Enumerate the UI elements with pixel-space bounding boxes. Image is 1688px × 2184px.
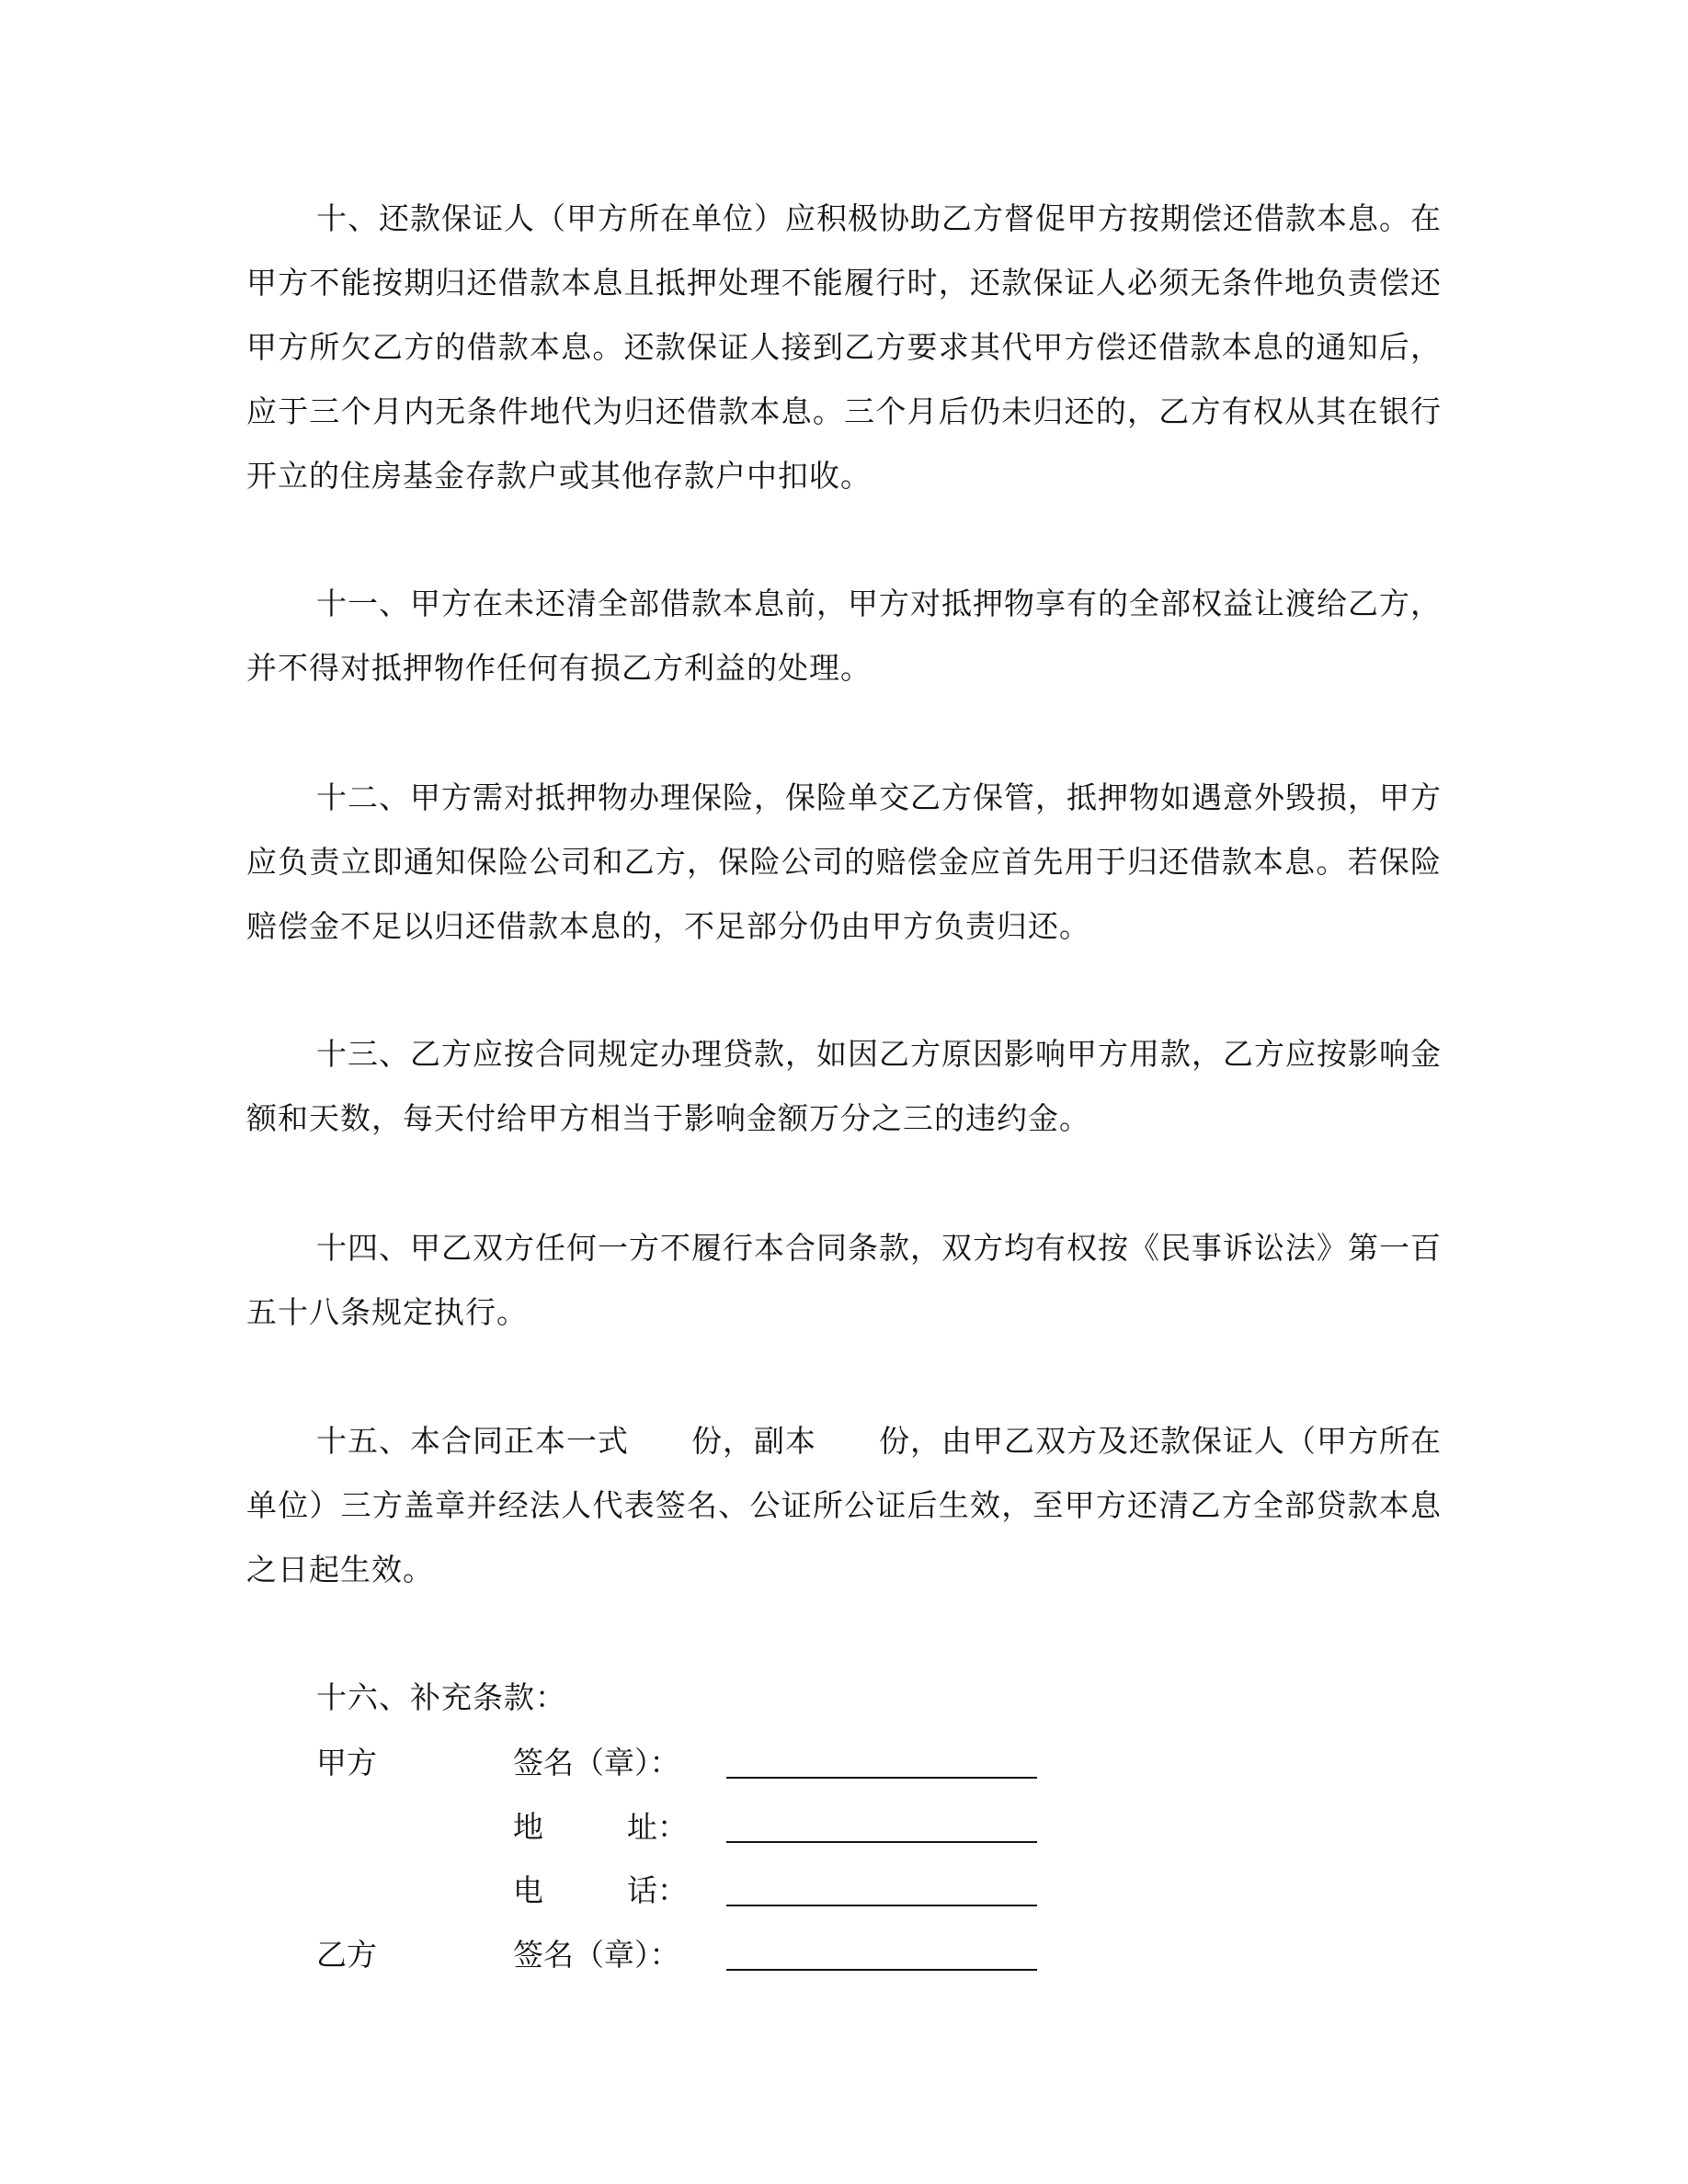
clause-11: 十一、甲方在未还清全部借款本息前，甲方对抵押物享有的全部权益让渡给乙方，并不得对抵押物作任何有损乙方利益的处理。 (246, 586, 1442, 686)
sign-label: 签名（章）： (513, 1745, 680, 1780)
address-line[interactable] (726, 1841, 1037, 1843)
sign-label-b: 签名（章）： (513, 1937, 680, 1973)
clause-10: 十、还款保证人（甲方所在单位）应积极协助乙方督促甲方按期偿还借款本息。在甲方不能按期归还借款本息且抵押处理不能履行时，还款保证人必须无条件地负责偿还甲方所欠乙方的借款本息。还款保证人接到乙方要求其代甲方偿还借款本息的通知后，应于三个月内无条件地代为归还借款本息。三个月后仍未归还的，乙方有权从其在银行开立的住房基金存款户或其他存款户中扣收。 (246, 200, 1442, 494)
address-label (513, 1795, 688, 1860)
clause-13: 十三、乙方应按合同规定办理贷款，如因乙方原因影响甲方用款，乙方应按影响金额和天数，每天付给甲方相当于影响金额万分之三的违约金。 (246, 1036, 1442, 1136)
phone-line[interactable] (726, 1905, 1037, 1906)
party-b-signature-line[interactable] (726, 1969, 1037, 1971)
address-label-char-1: 地 (513, 1809, 543, 1845)
phone-label-char-2: 话： (627, 1872, 688, 1908)
clause-16: 十六、补充条款： (316, 1679, 566, 1715)
signature-row-party-a (316, 1731, 1236, 1795)
phone-label (513, 1859, 688, 1923)
clause-12: 十二、甲方需对抵押物办理保险，保险单交乙方保管，抵押物如遇意外毁损，甲方应负责立即通知保险公司和乙方，保险公司的赔偿金应首先用于归还借款本息。若保险赔偿金不足以归还借款本息的，不足部分仍由甲方负责归还。 (246, 779, 1442, 944)
party-b-label: 乙方 (316, 1937, 377, 1973)
address-label-char-2: 址： (627, 1809, 688, 1845)
clause-14: 十四、甲乙双方任何一方不履行本合同条款，双方均有权按《民事诉讼法》第一百五十八条规定执行。 (246, 1230, 1442, 1330)
signature-row-party-b (316, 1923, 1236, 1987)
party-a-signature-line[interactable] (726, 1777, 1037, 1779)
party-a-label: 甲方 (316, 1745, 377, 1780)
signature-row-phone (316, 1859, 1236, 1923)
clause-15: 十五、本合同正本一式 份，副本 份，由甲乙双方及还款保证人（甲方所在单位）三方盖章并经法人代表签名、公证所公证后生效，至甲方还清乙方全部贷款本息之日起生效。 (246, 1423, 1442, 1587)
phone-label-char-1: 电 (513, 1872, 543, 1908)
signature-row-address (316, 1795, 1236, 1860)
